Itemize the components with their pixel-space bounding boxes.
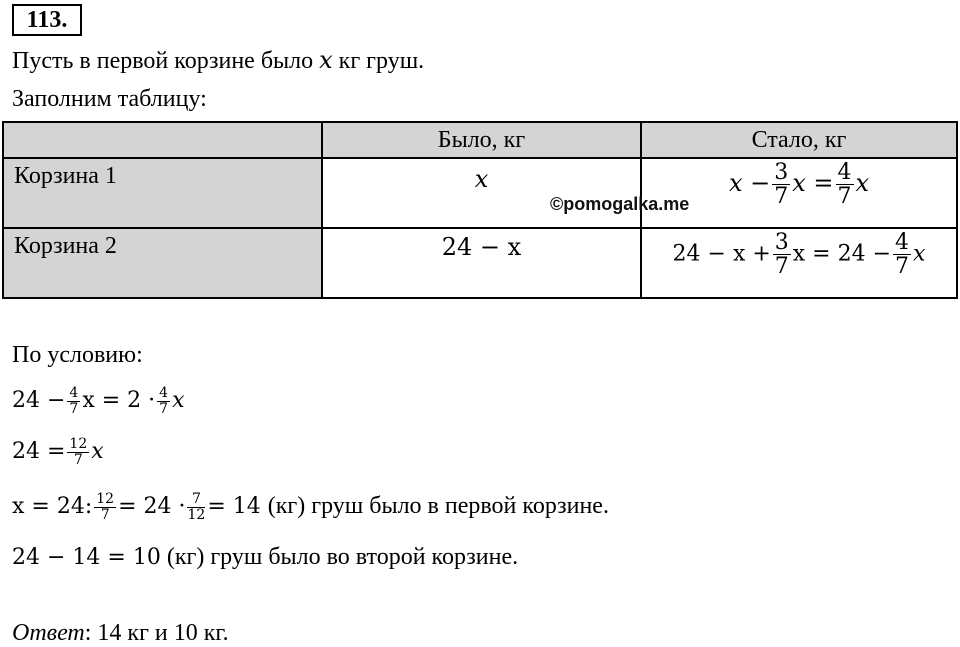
fraction [836,161,854,208]
intro-line-1 [12,46,424,75]
formula-part: 24 − [12,388,66,414]
equation-2 [12,437,104,467]
fraction [187,492,205,522]
formula-part: x [91,439,104,465]
fraction-numerator: 4 [69,385,79,401]
formula-part: x = 2 · [82,388,156,414]
formula-part: x [855,169,870,198]
fraction-numerator: 12 [96,491,115,507]
row-label: Корзина 2 [3,228,322,298]
intro-text-before: Пусть в первой корзине было [12,48,314,74]
problem-number: 113. [12,4,82,36]
row-was-value: 24 − x [441,233,522,261]
fraction [94,492,116,522]
watermark: ©pomogalka.me [550,194,690,214]
fraction-numerator: 4 [837,160,852,185]
table-header-was: Было, кг [322,122,641,158]
fraction-numerator: 3 [774,160,789,185]
fraction-denominator: 12 [187,506,206,523]
table-row [3,158,957,228]
data-table [2,121,958,299]
answer-text: : 14 кг и 10 кг. [84,620,229,646]
fraction-numerator: 3 [774,230,789,255]
fraction [772,161,790,208]
formula-part: 24 = [12,439,66,465]
equation-4-text: (кг) груш было во второй корзине. [166,544,519,570]
formula-part: x = 24: [12,494,93,520]
intro-variable: x [319,46,333,74]
table-header-empty [3,122,322,158]
formula-part: 24 − x + [672,241,771,267]
row-was-value: x [474,165,489,193]
formula-part: x = [792,169,834,198]
row-label: Корзина 1 [3,158,322,228]
fraction-denominator: 7 [159,400,169,417]
fraction-denominator: 7 [774,184,789,210]
row-became-formula [642,231,956,278]
formula-part: = 24 · [118,494,186,520]
fraction [67,437,89,467]
equation-1 [12,386,185,416]
intro-text-after: кг груш. [338,48,425,74]
fraction [773,231,791,278]
row-was-cell [322,158,641,228]
table-header-row [3,122,957,158]
equation-3 [12,492,609,522]
fraction [893,231,911,278]
formula-part: x = 24 − [792,241,892,267]
answer-line [12,620,229,647]
fraction-numerator: 12 [69,436,88,452]
equation-4-math: 24 − 14 = 10 [12,545,161,570]
fraction-denominator: 7 [774,254,789,280]
formula-part: = 14 [207,494,261,520]
fraction-denominator: 7 [837,184,852,210]
fraction-denominator: 7 [73,451,83,468]
table-header-became: Стало, кг [641,122,957,158]
condition-text: По условию: [12,342,143,368]
fraction-numerator: 7 [187,492,205,508]
formula-part: x − [728,169,771,198]
fraction-denominator: 7 [100,506,110,523]
fraction-denominator: 7 [69,400,79,417]
table-row [3,228,957,298]
intro-line-2: Заполним таблицу: [12,86,207,112]
fraction-denominator: 7 [895,254,910,280]
fraction [157,386,170,416]
formula-part: x [172,388,185,414]
row-became-cell [641,158,957,228]
row-became-cell [641,228,957,298]
equation-4 [12,544,518,571]
row-was-cell [322,228,641,298]
answer-label: Ответ [12,620,85,646]
equation-3-text: (кг) груш было в первой корзине. [267,493,609,520]
formula-part: x [913,241,926,267]
fraction-numerator: 4 [159,385,169,401]
fraction-numerator: 4 [895,230,910,255]
fraction [67,386,80,416]
